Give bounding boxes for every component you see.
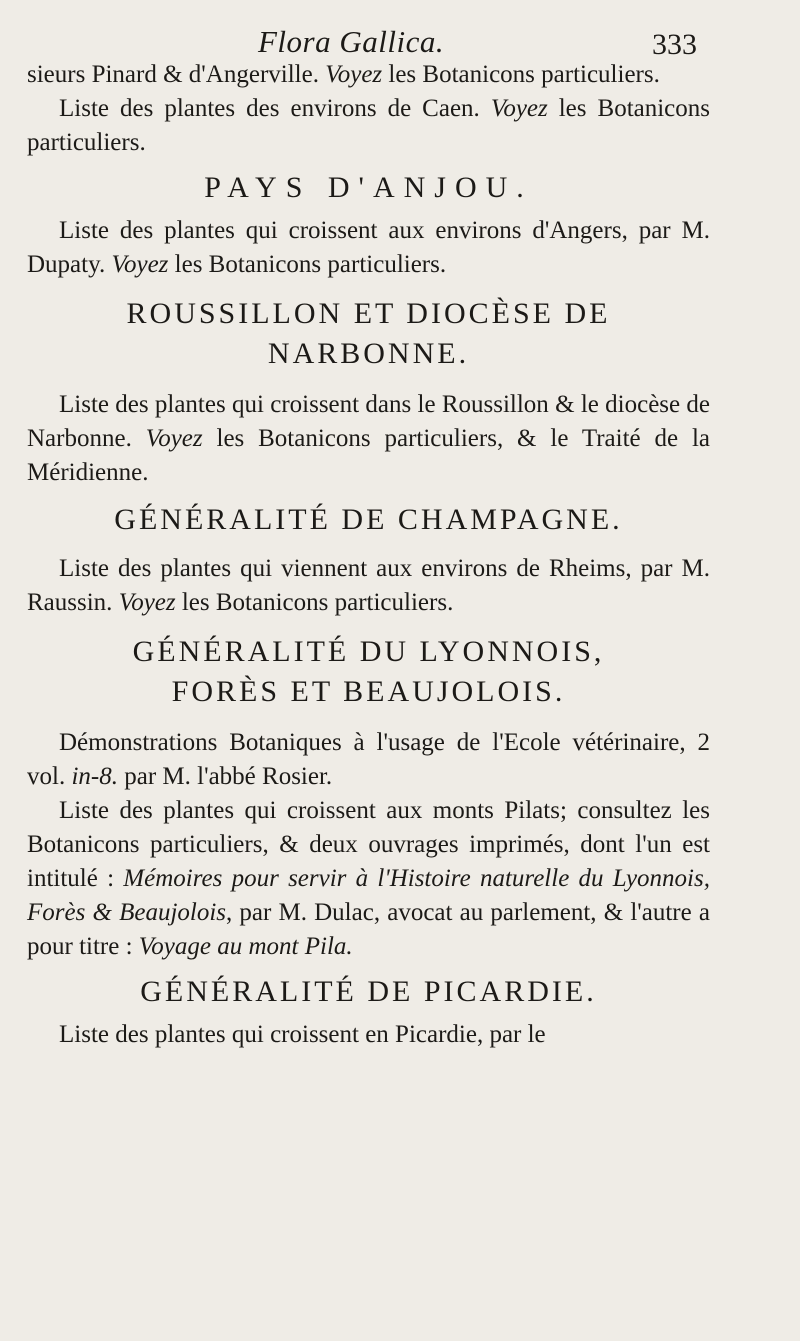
paragraph-italic: in-8. xyxy=(71,763,118,790)
page-number: 333 xyxy=(652,28,697,61)
paragraph-text: Liste des plantes qui croissent aux environs d'Angers, par M. Dupaty. xyxy=(27,217,710,278)
paragraph-text: Liste des plantes des environs de Caen. xyxy=(59,95,491,122)
paragraph-italic: Voyez xyxy=(111,251,169,278)
section-heading: PAYS D'ANJOU. xyxy=(204,171,533,204)
paragraph-text: , par M. Dulac, avocat au parlement, & l'autre a pour titre : xyxy=(27,899,710,960)
running-title: Flora Gallica. xyxy=(258,24,445,59)
paragraph xyxy=(27,58,710,92)
paragraph-text: Démonstrations Botaniques à l'usage de l'Ecole vétérinaire, 2 vol. xyxy=(27,729,710,790)
paragraph xyxy=(27,794,710,964)
paragraph-italic: Voyez xyxy=(145,425,203,452)
paragraph-text: les Botanicons particuliers. xyxy=(175,589,454,616)
page-body xyxy=(27,58,710,1052)
paragraph xyxy=(27,92,710,160)
paragraph-text: sieurs Pinard & d'Angerville. xyxy=(27,61,326,88)
paragraph-italic: Voyez xyxy=(490,95,548,122)
section-heading: GÉNÉRALITÉ DE CHAMPAGNE. xyxy=(114,503,623,536)
paragraph-text: par M. l'abbé Rosier. xyxy=(117,763,333,790)
paragraph-text: Liste des plantes qui viennent aux environs de Rheims, par M. Raussin. xyxy=(27,555,710,616)
section-heading: ROUSSILLON ET DIOCÈSE DE NARBONNE. xyxy=(126,297,611,370)
paragraph xyxy=(27,1018,710,1052)
paragraph xyxy=(27,214,710,282)
paragraph-text: les Botanicons particuliers. xyxy=(168,251,447,278)
page-header xyxy=(0,14,800,64)
paragraph-italic: Mémoires pour servir à l'Histoire naturelle du Lyonnois, Forès & Beaujolois xyxy=(27,865,710,926)
paragraph-text: les Botanicons particuliers. xyxy=(27,95,711,156)
section-heading: GÉNÉRALITÉ DE PICARDIE. xyxy=(140,975,597,1008)
paragraph xyxy=(27,552,710,620)
paragraph-text: les Botanicons particuliers, & le Traité de la Méridienne. xyxy=(27,425,711,486)
paragraph xyxy=(27,726,710,794)
paragraph-text: les Botanicons particuliers. xyxy=(382,61,660,88)
paragraph-text: Liste des plantes qui croissent en Picardie, par le xyxy=(59,1021,546,1048)
paragraph-italic: Voyez xyxy=(118,589,176,616)
paragraph-italic: Voyez xyxy=(325,61,383,88)
paragraph-text: Liste des plantes qui croissent dans le Roussillon & le diocèse de Narbonne. xyxy=(27,391,710,452)
paragraph-text: Liste des plantes qui croissent aux monts Pilats; consultez les Botanicons particuliers, & deux ouvrages imprimés, dont l'un est intitulé : xyxy=(27,797,710,892)
section-heading: GÉNÉRALITÉ DU LYONNOIS, FORÈS ET BEAUJOLOIS. xyxy=(132,635,605,708)
paragraph-italic: Voyage au mont Pila. xyxy=(138,933,353,960)
paragraph xyxy=(27,388,710,490)
